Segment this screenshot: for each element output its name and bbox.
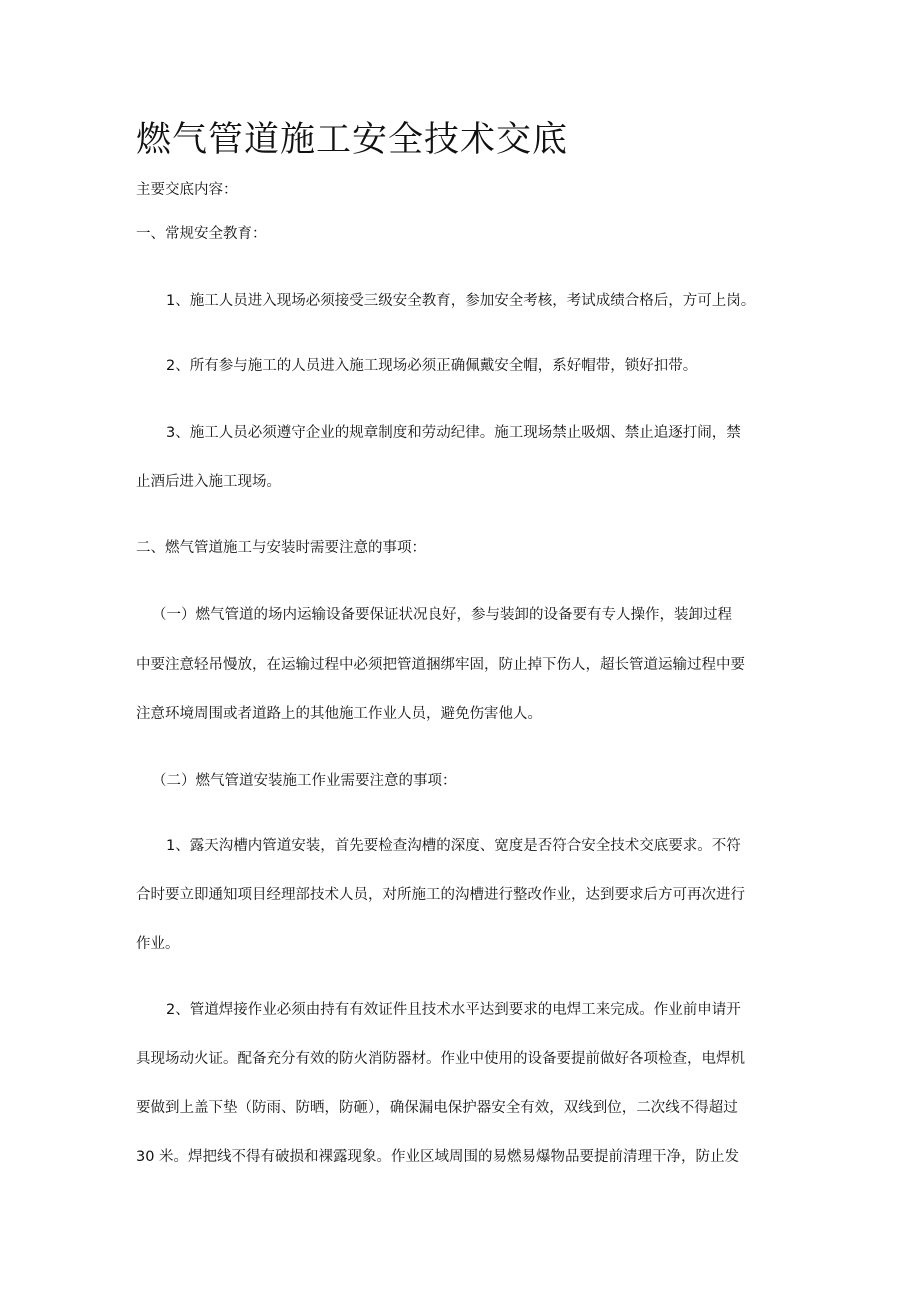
paragraph-line: 1、施工人员进入现场必须接受三级安全教育，参加安全考核，考试成绩合格后，方可上岗。 <box>166 293 756 309</box>
paragraph-line: 2、管道焊接作业必须由持有有效证件且技术水平达到要求的电焊工来完成。作业前申请开 <box>166 1002 741 1018</box>
paragraph-line: （一）燃气管道的场内运输设备要保证状况良好，参与装卸的设备要有专人操作，装卸过程 <box>152 607 732 623</box>
paragraph-line: 3、施工人员必须遵守企业的规章制度和劳动纪律。施工现场禁止吸烟、禁止追逐打闹，禁 <box>166 425 741 441</box>
section-heading-1: 一、常规安全教育： <box>136 226 267 242</box>
paragraph-line: 中要注意轻吊慢放，在运输过程中必须把管道捆绑牢固，防止掉下伤人，超长管道运输过程中要 <box>136 657 745 673</box>
intro-line: 主要交底内容： <box>136 182 238 198</box>
paragraph-line: 止酒后进入施工现场。 <box>136 474 281 490</box>
paragraph-line: 30 米。焊把线不得有破损和裸露现象。作业区域周围的易燃易爆物品要提前清理干净，防止发 <box>136 1149 740 1165</box>
paragraph-line: 作业。 <box>136 936 180 952</box>
section-heading-2: 二、燃气管道施工与安装时需要注意的事项： <box>136 540 426 556</box>
paragraph-line: 注意环境周围或者道路上的其他施工作业人员，避免伤害他人。 <box>136 706 542 722</box>
paragraph-line: 2、所有参与施工的人员进入施工现场必须正确佩戴安全帽，系好帽带，锁好扣带。 <box>166 358 698 374</box>
paragraph-line: 要做到上盖下垫（防雨、防晒，防砸），确保漏电保护器安全有效，双线到位，二次线不得超过 <box>136 1100 738 1116</box>
paragraph-line: 具现场动火证。配备充分有效的防火消防器材。作业中使用的设备要提前做好各项检查，电焊机 <box>136 1051 745 1067</box>
document-title: 燃气管道施工安全技术交底 <box>136 120 569 160</box>
paragraph-line: 合时要立即通知项目经理部技术人员，对所施工的沟槽进行整改作业，达到要求后方可再次进行 <box>136 887 745 903</box>
subsection-heading: （二）燃气管道安装施工作业需要注意的事项： <box>152 773 457 789</box>
paragraph-line: 1、露天沟槽内管道安装，首先要检查沟槽的深度、宽度是否符合安全技术交底要求。不符 <box>166 838 741 854</box>
